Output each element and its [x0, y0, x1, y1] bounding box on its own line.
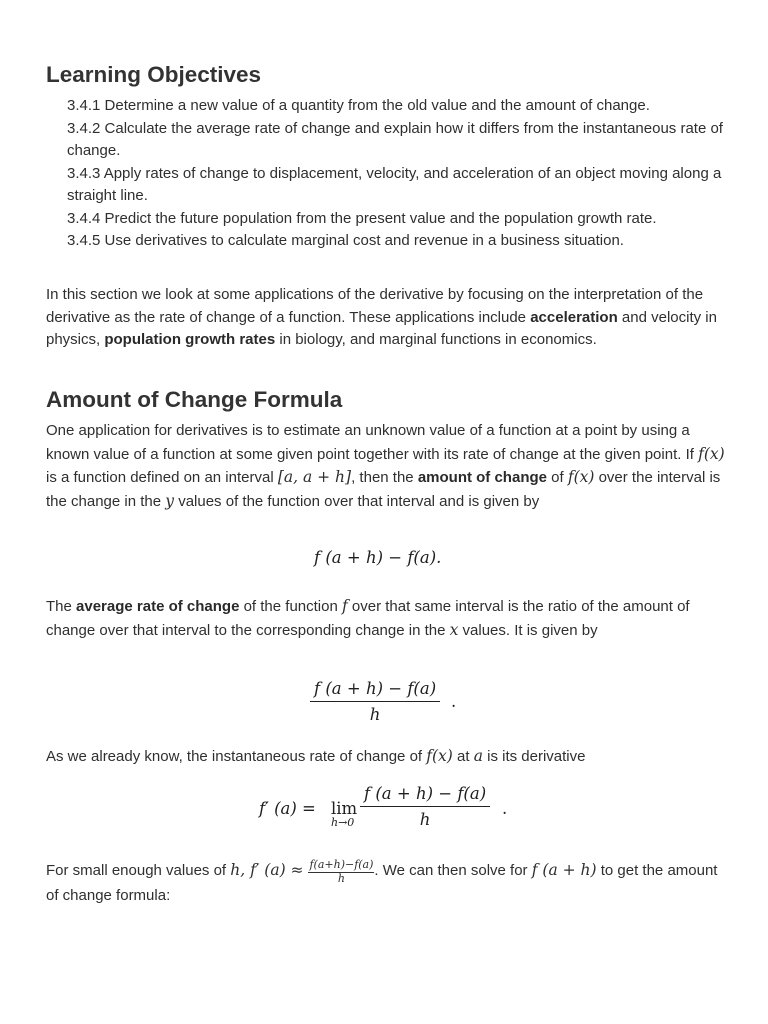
- amount-of-change-term: amount of change: [417, 469, 547, 486]
- instantaneous-rate-paragraph: [46, 745, 726, 769]
- inline-fraction: [308, 859, 374, 885]
- limit-subscript: h→0: [331, 816, 355, 829]
- equation-period: .: [502, 799, 508, 818]
- fraction-numerator: f (a + h) − f(a): [360, 784, 490, 807]
- equation-period: .: [451, 692, 457, 711]
- math-y: y: [165, 491, 175, 510]
- paragraph-text: is a function defined on an interval: [46, 469, 278, 486]
- math-fx: f(x): [698, 444, 725, 463]
- intro-text: and velocity in physics,: [46, 308, 717, 348]
- paragraph-text: is its derivative: [482, 748, 586, 765]
- average-rate-term: average rate of change: [76, 598, 240, 615]
- amount-of-change-paragraph: [46, 420, 726, 513]
- inline-fraction-numerator: f(a+h)−f(a): [309, 858, 374, 871]
- population-growth-term: population growth rates: [104, 331, 276, 348]
- paragraph-text: over that same interval is the ratio of the amount of change over that interval to the corresponding change in the: [46, 598, 690, 639]
- average-rate-paragraph: [46, 595, 726, 642]
- acceleration-term: acceleration: [530, 308, 618, 326]
- paragraph-text: to get the amount of change formula:: [46, 862, 718, 904]
- objectives-list: [67, 95, 737, 253]
- inline-fraction-denominator: h: [337, 872, 345, 885]
- paragraph-text: of the function: [239, 598, 342, 615]
- objective-item: 3.4.1 Determine a new value of a quantity from the old value and the amount of change.: [67, 97, 650, 114]
- paragraph-text: As we already know, the instantaneous rate of change of: [46, 748, 427, 765]
- learning-objectives-heading: Learning Objectives: [46, 62, 262, 87]
- objective-item: 3.4.2 Calculate the average rate of change and explain how it differs from the instantaneous rate of change.: [67, 119, 723, 159]
- small-h-paragraph: [46, 859, 726, 908]
- math-x: x: [449, 620, 459, 639]
- fraction-denominator: h: [369, 705, 381, 724]
- paragraph-text: For small enough values of: [46, 862, 231, 879]
- paragraph-text: of: [546, 469, 568, 486]
- math-fx: f(x): [567, 468, 595, 486]
- derivative-fraction: [360, 784, 490, 829]
- limit-operator: lim: [331, 799, 358, 818]
- math-f: f: [342, 597, 348, 615]
- intro-text: In this section we look at some applications of the derivative by focusing on the interpretation of the derivative as the rate of change of a function. These applications include: [46, 286, 704, 326]
- intro-paragraph: [46, 284, 726, 352]
- objective-item: 3.4.5 Use derivatives to calculate marginal cost and revenue in a business situation.: [67, 232, 624, 249]
- math-interval: [a, a + h]: [277, 468, 352, 486]
- paragraph-text: The: [46, 598, 77, 615]
- paragraph-text: . We can then solve for: [374, 862, 532, 879]
- math-a: a: [473, 747, 483, 765]
- paragraph-text: values of the function over that interval and is given by: [174, 492, 540, 510]
- math-f-a-plus-h: f (a + h): [531, 861, 597, 879]
- paragraph-text: , then the: [351, 469, 418, 486]
- fraction-numerator: f (a + h) − f(a): [310, 679, 440, 702]
- intro-text: in biology, and marginal functions in economics.: [275, 331, 597, 348]
- average-rate-fraction: [310, 679, 440, 724]
- amount-of-change-equation: f (a + h) − f(a).: [314, 548, 442, 567]
- math-approx: h, f′ (a) ≈: [230, 861, 309, 879]
- paragraph-text: values. It is given by: [458, 621, 598, 639]
- paragraph-text: at: [452, 748, 474, 765]
- paragraph-text: over the interval is the change in the: [46, 469, 721, 510]
- paragraph-text: One application for derivatives is to estimate an unknown value of a function at a point by using a known value of a function at some given point together with its rate of change at the given point. If: [46, 422, 699, 463]
- fraction-denominator: h: [419, 810, 431, 829]
- derivative-lhs: f′ (a) =: [259, 799, 316, 818]
- objective-item: 3.4.3 Apply rates of change to displacement, velocity, and acceleration of an object moving along a straight line.: [67, 164, 722, 204]
- math-fx: f(x): [426, 747, 453, 765]
- amount-of-change-heading: Amount of Change Formula: [46, 387, 343, 412]
- objective-item: 3.4.4 Predict the future population from the present value and the population growth rate.: [67, 209, 657, 227]
